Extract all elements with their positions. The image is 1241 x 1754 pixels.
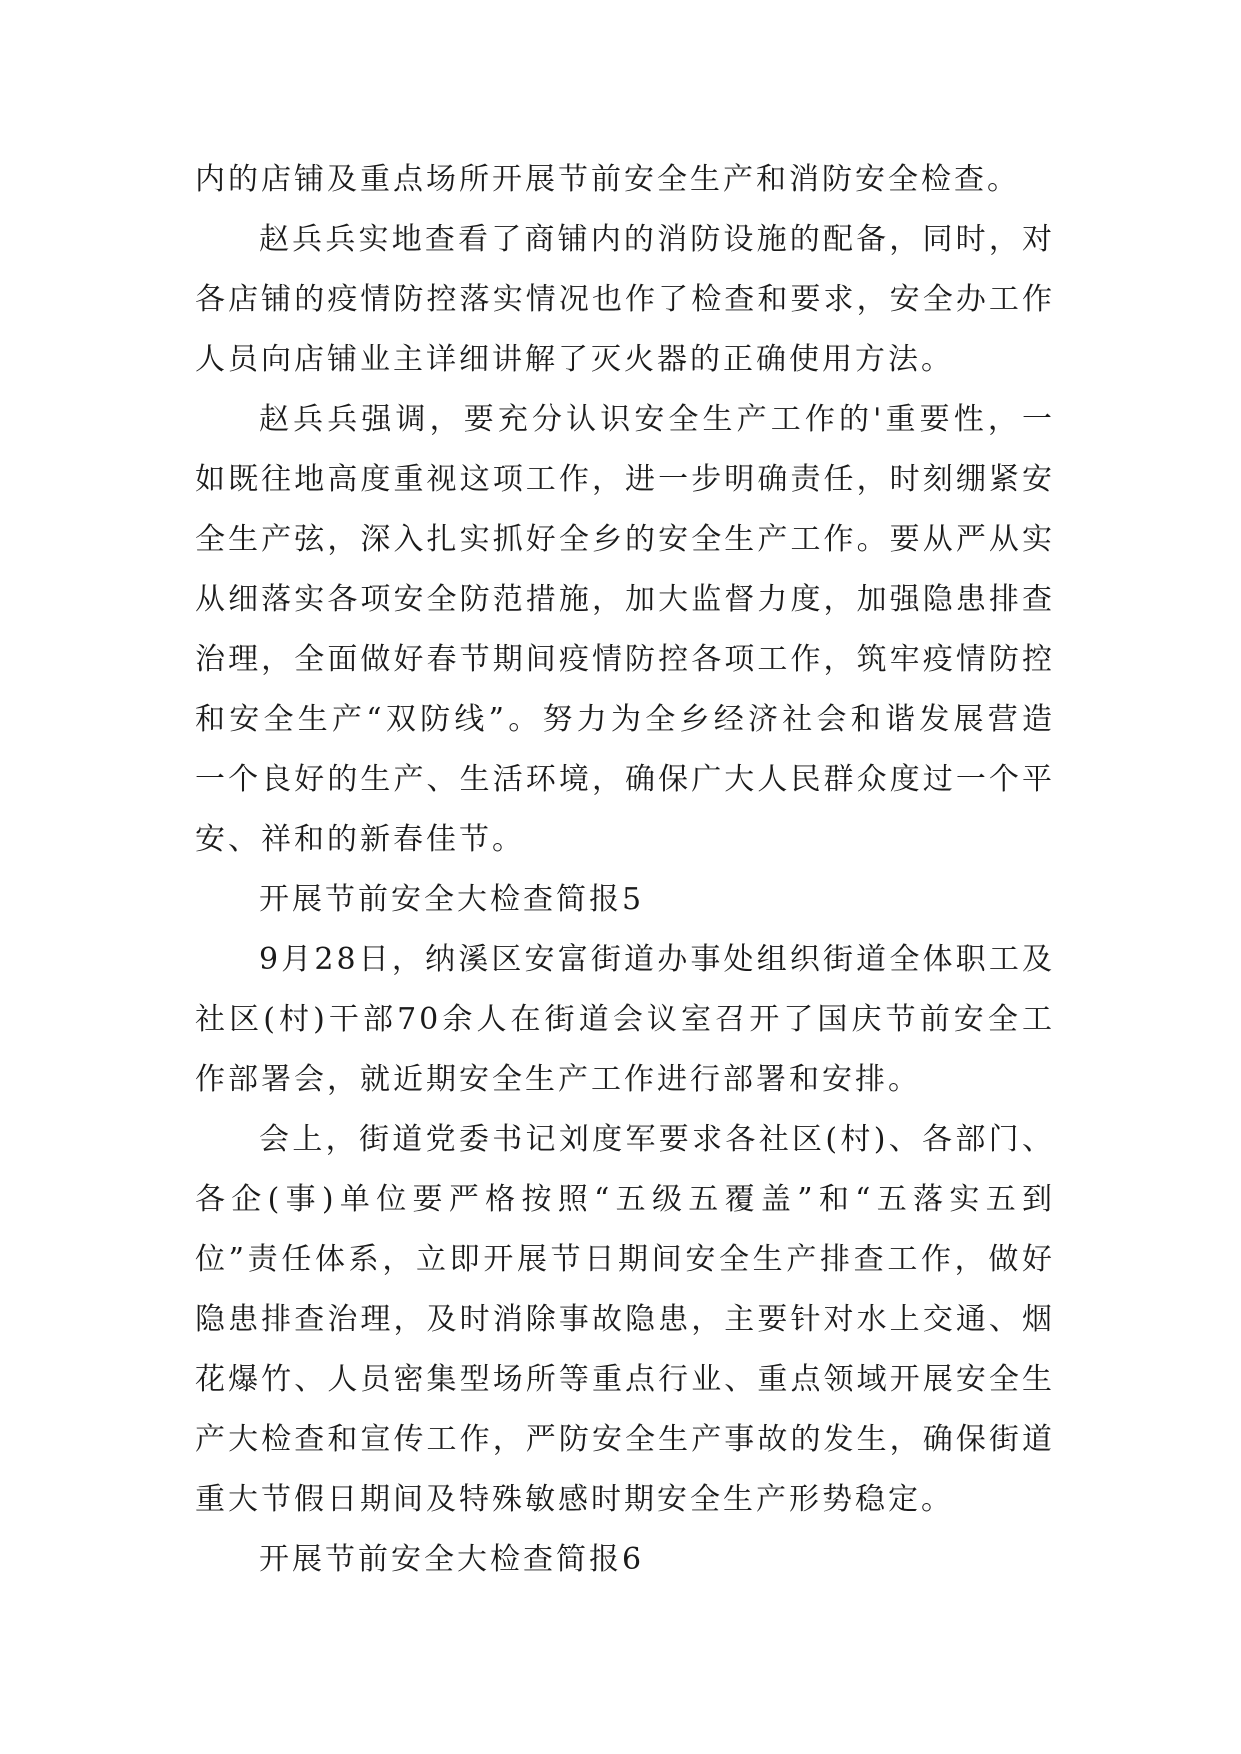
paragraph-continuation: 内的店铺及重点场所开展节前安全生产和消防安全检查。 bbox=[195, 162, 1020, 197]
section-heading-6: 开展节前安全大检查简报6 bbox=[259, 1542, 645, 1577]
paragraph-meeting: 9月28日，纳溪区安富街道办事处组织街道全体职工及社区(村)干部70余人在街道会议室召开了国庆节前安全工作部署会，就近期安全生产工作进行部署和安排。 bbox=[195, 942, 1055, 1097]
document-body bbox=[195, 150, 1055, 1590]
paragraph-emphasis: 赵兵兵强调，要充分认识安全生产工作的'重要性，一如既往地高度重视这项工作，进一步明确责任，时刻绷紧安全生产弦，深入扎实抓好全乡的安全生产工作。要从严从实从细落实各项安全防范措施，加大监督力度，加强隐患排查治理，全面做好春节期间疫情防控各项工作，筑牢疫情防控和安全生产“双防线”。努力为全乡经济社会和谐发展营造一个良好的生产、生活环境，确保广大人民群众度过一个平安、祥和的新春佳节。 bbox=[195, 402, 1055, 857]
paragraph-requirements: 会上，街道党委书记刘度军要求各社区(村)、各部门、各企(事)单位要严格按照“五级五覆盖”和“五落实五到位”责任体系，立即开展节日期间安全生产排查工作，做好隐患排查治理，及时消除事故隐患，主要针对水上交通、烟花爆竹、人员密集型场所等重点行业、重点领域开展安全生产大检查和宣传工作，严防安全生产事故的发生，确保街道重大节假日期间及特殊敏感时期安全生产形势稳定。 bbox=[195, 1122, 1055, 1517]
paragraph-inspection: 赵兵兵实地查看了商铺内的消防设施的配备，同时，对各店铺的疫情防控落实情况也作了检查和要求，安全办工作人员向店铺业主详细讲解了灭火器的正确使用方法。 bbox=[195, 222, 1055, 377]
section-heading-5: 开展节前安全大检查简报5 bbox=[259, 882, 645, 917]
